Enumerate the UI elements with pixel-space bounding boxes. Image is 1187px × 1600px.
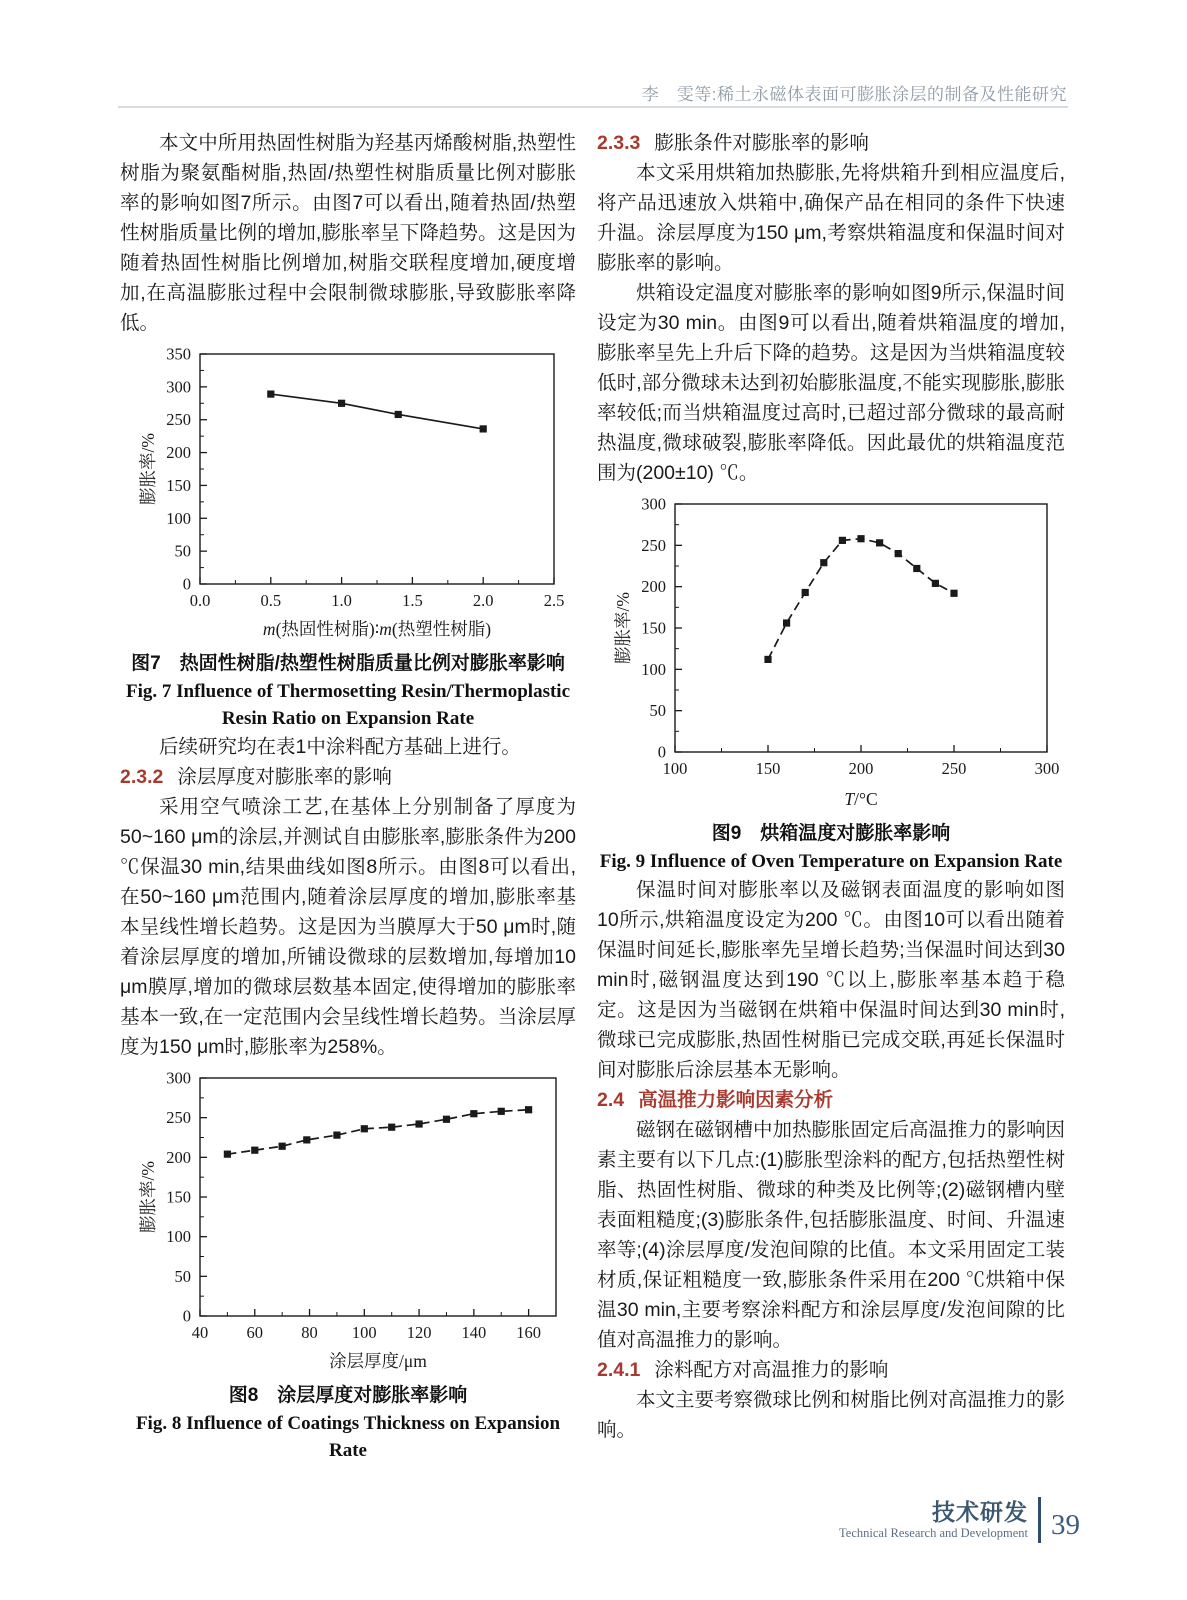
section-title: 膨胀条件对膨胀率的影响 (654, 132, 869, 154)
figure-8-chart (126, 1068, 568, 1378)
svg-text:200: 200 (166, 1147, 191, 1167)
figure-8-caption-en: Fig. 8 Influence of Coatings Thickness on Expansion Rate (135, 1413, 561, 1461)
right-column (597, 128, 1065, 1445)
svg-text:100: 100 (662, 759, 688, 778)
section-number: 2.4.1 (597, 1359, 641, 1381)
svg-text:膨胀率/%: 膨胀率/% (138, 433, 158, 505)
footer-section-en: Technical Research and Development (839, 1526, 1028, 1540)
svg-text:200: 200 (166, 443, 191, 463)
paragraph-oven-temperature: 烘箱设定温度对膨胀率的影响如图9所示,保温时间设定为30 min。由图9可以看出,随着烘箱温度的增加,膨胀率呈先上升后下降的趋势。这是因为当烘箱温度较低时,部分微球未达到初始膨胀温度,不能实现膨胀,膨胀率较低;而当烘箱温度过高时,已超过部分微球的最高耐热温度,微球破裂,膨胀率降低。因此最优的烘箱温度范围为(200±10) ℃。 (597, 282, 1066, 484)
svg-text:80: 80 (301, 1323, 318, 1342)
section-title: 涂料配方对高温推力的影响 (654, 1359, 889, 1381)
paragraph-oven-heating: 本文采用烘箱加热膨胀,先将烘箱升到相应温度后,将产品迅速放入烘箱中,确保产品在相同的条件下快速升温。涂层厚度为150 μm,考察烘箱温度和保温时间对膨胀率的影响。 (597, 162, 1065, 274)
section-number: 2.4 (597, 1089, 625, 1111)
svg-text:0: 0 (182, 1306, 191, 1326)
svg-text:140: 140 (461, 1323, 487, 1342)
svg-text:100: 100 (166, 508, 191, 528)
svg-text:T/°C: T/°C (844, 789, 878, 809)
svg-text:0.0: 0.0 (189, 591, 211, 610)
svg-text:m(热固性树脂)∶m(热塑性树脂): m(热固性树脂)∶m(热塑性树脂) (262, 619, 492, 639)
svg-text:50: 50 (174, 541, 191, 561)
svg-text:2.0: 2.0 (472, 591, 494, 610)
svg-text:300: 300 (641, 494, 666, 514)
svg-text:250: 250 (166, 410, 191, 430)
svg-text:100: 100 (351, 1323, 377, 1342)
figure-9-caption-zh: 图9 烘箱温度对膨胀率影响 (711, 823, 951, 844)
svg-text:膨胀率/%: 膨胀率/% (613, 592, 633, 664)
svg-text:250: 250 (941, 759, 967, 778)
svg-text:0: 0 (182, 574, 191, 594)
section-title: 涂层厚度对膨胀率的影响 (177, 766, 392, 788)
svg-text:1.5: 1.5 (402, 591, 423, 610)
section-2-4-1-heading (597, 1355, 1065, 1385)
svg-text:150: 150 (166, 475, 191, 495)
svg-text:300: 300 (166, 377, 191, 397)
svg-text:150: 150 (166, 1187, 191, 1207)
svg-text:250: 250 (166, 1108, 191, 1128)
section-number: 2.3.3 (597, 132, 641, 154)
svg-text:40: 40 (191, 1323, 209, 1342)
figure-9-chart (597, 494, 1063, 816)
svg-text:160: 160 (516, 1323, 541, 1342)
header-divider (118, 106, 1068, 108)
paragraph-coating-thickness: 采用空气喷涂工艺,在基体上分别制备了厚度为50~160 μm的涂层,并测试自由膨胀率,膨胀条件为200 ℃保温30 min,结果曲线如图8所示。由图8可以看出,在50~160 μm范围内,随着涂层厚度的增加,膨胀率基本呈线性增长趋势。这是因为当膜厚大于50 μm时,随着涂层厚度的增加,所铺设微球的层数增加,每增加10 μm膜厚,增加的微球层数基本固定,使得增加的膨胀率基本一致,在一定范围内会呈线性增长趋势。当涂层厚度为150 μm时,膨胀率为258%。 (120, 796, 576, 1058)
figure-7 (120, 346, 576, 732)
svg-text:1.0: 1.0 (331, 591, 352, 610)
figure-9-caption-en: Fig. 9 Influence of Oven Temperature on Expansion Rate (599, 851, 1063, 872)
section-2-3-3-heading (597, 128, 1065, 158)
svg-text:200: 200 (848, 759, 874, 778)
svg-text:100: 100 (641, 659, 666, 679)
page-number: 39 (1051, 1508, 1080, 1541)
svg-text:350: 350 (166, 346, 191, 364)
paragraph-thrust-factors: 磁钢在磁钢槽中加热膨胀固定后高温推力的影响因素主要有以下几点:(1)膨胀型涂料的配方,包括热塑性树脂、热固性树脂、微球的种类及比例等;(2)磁钢槽内壁表面粗糙度;(3)膨胀条件,包括膨胀温度、时间、升温速率等;(4)涂层厚度/发泡间隙的比值。本文采用固定工装材质,保证粗糙度一致,膨胀条件采用在200 ℃烘箱中保温30 min,主要考察涂料配方和涂层厚度/发泡间隙的比值对高温推力的影响。 (597, 1119, 1066, 1351)
footer-labels (839, 1499, 1038, 1541)
figure-7-chart (126, 346, 568, 646)
svg-text:200: 200 (641, 577, 666, 597)
svg-text:50: 50 (174, 1266, 191, 1286)
paragraph-followup: 后续研究均在表1中涂料配方基础上进行。 (159, 736, 521, 758)
svg-text:100: 100 (166, 1227, 191, 1247)
svg-text:2.5: 2.5 (543, 591, 565, 610)
paragraph-holding-time: 保温时间对膨胀率以及磁钢表面温度的影响如图10所示,烘箱温度设定为200 ℃。由图10可以看出随着保温时间延长,膨胀率先呈增长趋势;当保温时间达到30 min时,磁钢温度达到190 ℃以上,膨胀率基本趋于稳定。这是因为当磁钢在烘箱中保温时间达到30 min时,微球已完成膨胀,热固性树脂已完成交联,再延长保温时间对膨胀后涂层基本无影响。 (597, 879, 1065, 1081)
section-2-4-heading (597, 1085, 1065, 1115)
svg-text:300: 300 (166, 1068, 191, 1088)
svg-text:50: 50 (649, 701, 666, 721)
figure-7-caption-en: Fig. 7 Influence of Thermosetting Resin/Thermoplastic Resin Ratio on Expansion Rate (125, 681, 570, 729)
svg-text:150: 150 (641, 618, 666, 638)
figure-9 (597, 494, 1065, 875)
paragraph-resin-ratio: 本文中所用热固性树脂为羟基丙烯酸树脂,热塑性树脂为聚氨酯树脂,热固/热塑性树脂质量比例对膨胀率的影响如图7所示。由图7可以看出,随着热固/热塑性树脂质量比例的增加,膨胀率呈下降趋势。这是因为随着热固性树脂比例增加,树脂交联程度增加,硬度增加,在高温膨胀过程中会限制微球膨胀,导致膨胀率降低。 (120, 132, 576, 334)
svg-text:300: 300 (1034, 759, 1060, 778)
section-2-3-2-heading (120, 762, 576, 792)
svg-text:120: 120 (406, 1323, 432, 1342)
svg-text:0.5: 0.5 (260, 591, 282, 610)
section-title: 高温推力影响因素分析 (638, 1089, 834, 1111)
page-footer (839, 1497, 1080, 1543)
svg-text:膨胀率/%: 膨胀率/% (138, 1161, 158, 1233)
svg-text:150: 150 (755, 759, 781, 778)
footer-section-zh: 技术研发 (932, 1499, 1028, 1525)
left-column (120, 128, 576, 1464)
paragraph-formula-study: 本文主要考察微球比例和树脂比例对高温推力的影响。 (597, 1389, 1066, 1441)
svg-text:涂层厚度/μm: 涂层厚度/μm (329, 1351, 427, 1371)
svg-text:250: 250 (641, 535, 666, 555)
figure-8 (120, 1068, 576, 1464)
running-head: 李 雯等:稀土永磁体表面可膨胀涂层的制备及性能研究 (641, 85, 1067, 104)
svg-text:0: 0 (657, 742, 666, 762)
figure-8-caption-zh: 图8 涂层厚度对膨胀率影响 (228, 1385, 468, 1406)
svg-text:60: 60 (246, 1323, 264, 1342)
section-number: 2.3.2 (120, 766, 164, 788)
figure-7-caption-zh: 图7 热固性树脂/热塑性树脂质量比例对膨胀率影响 (131, 653, 565, 674)
